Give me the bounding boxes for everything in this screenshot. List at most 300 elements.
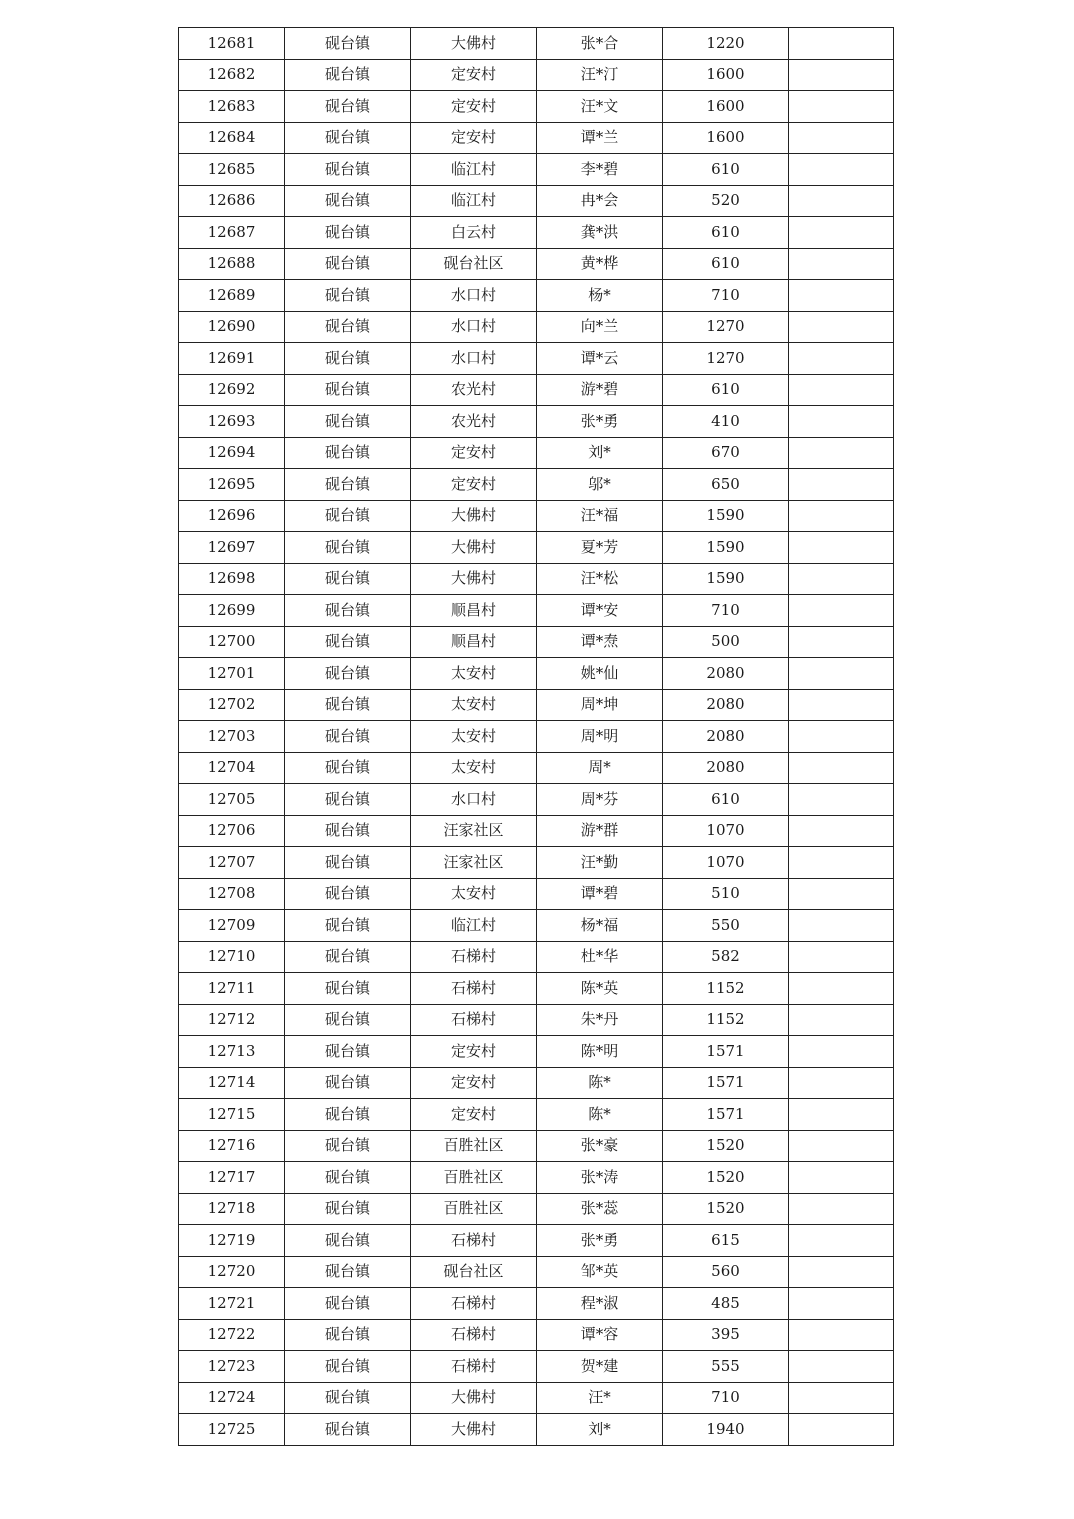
village-cell: 大佛村 (411, 563, 537, 595)
seq-cell: 12699 (179, 595, 285, 627)
table-row (179, 406, 894, 438)
table-row (179, 941, 894, 973)
name-cell: 杨* (537, 280, 663, 312)
name-cell: 程*淑 (537, 1288, 663, 1320)
town-cell: 砚台镇 (285, 437, 411, 469)
name-cell: 张*合 (537, 28, 663, 60)
name-cell: 周*明 (537, 721, 663, 753)
amount-cell: 710 (663, 280, 789, 312)
village-cell: 定安村 (411, 59, 537, 91)
village-cell: 石梯村 (411, 941, 537, 973)
town-cell: 砚台镇 (285, 689, 411, 721)
name-cell: 谭*焘 (537, 626, 663, 658)
seq-cell: 12697 (179, 532, 285, 564)
name-cell: 汪*文 (537, 91, 663, 123)
village-cell: 定安村 (411, 437, 537, 469)
table-row (179, 910, 894, 942)
note-cell (789, 1288, 894, 1320)
note-cell (789, 563, 894, 595)
amount-cell: 610 (663, 154, 789, 186)
town-cell: 砚台镇 (285, 1036, 411, 1068)
name-cell: 杜*华 (537, 941, 663, 973)
village-cell: 顺昌村 (411, 626, 537, 658)
name-cell: 谭*碧 (537, 878, 663, 910)
table-row (179, 1225, 894, 1257)
seq-cell: 12692 (179, 374, 285, 406)
name-cell: 陈* (537, 1067, 663, 1099)
note-cell (789, 1067, 894, 1099)
table-row (179, 1130, 894, 1162)
name-cell: 汪*勤 (537, 847, 663, 879)
table-row (179, 59, 894, 91)
seq-cell: 12724 (179, 1382, 285, 1414)
amount-cell: 650 (663, 469, 789, 501)
amount-cell: 550 (663, 910, 789, 942)
seq-cell: 12688 (179, 248, 285, 280)
seq-cell: 12718 (179, 1193, 285, 1225)
note-cell (789, 280, 894, 312)
name-cell: 谭*云 (537, 343, 663, 375)
amount-cell: 410 (663, 406, 789, 438)
village-cell: 农光村 (411, 406, 537, 438)
seq-cell: 12690 (179, 311, 285, 343)
name-cell: 李*碧 (537, 154, 663, 186)
village-cell: 临江村 (411, 154, 537, 186)
name-cell: 汪*汀 (537, 59, 663, 91)
village-cell: 水口村 (411, 343, 537, 375)
table-row (179, 1067, 894, 1099)
seq-cell: 12702 (179, 689, 285, 721)
table-row (179, 91, 894, 123)
table-row (179, 311, 894, 343)
name-cell: 贺*建 (537, 1351, 663, 1383)
amount-cell: 1590 (663, 563, 789, 595)
town-cell: 砚台镇 (285, 91, 411, 123)
town-cell: 砚台镇 (285, 280, 411, 312)
amount-cell: 500 (663, 626, 789, 658)
note-cell (789, 1004, 894, 1036)
amount-cell: 1600 (663, 122, 789, 154)
village-cell: 定安村 (411, 1099, 537, 1131)
amount-cell: 560 (663, 1256, 789, 1288)
town-cell: 砚台镇 (285, 122, 411, 154)
amount-cell: 2080 (663, 658, 789, 690)
table-row (179, 343, 894, 375)
name-cell: 刘* (537, 1414, 663, 1446)
town-cell: 砚台镇 (285, 1225, 411, 1257)
town-cell: 砚台镇 (285, 59, 411, 91)
note-cell (789, 217, 894, 249)
village-cell: 百胜社区 (411, 1162, 537, 1194)
name-cell: 谭*安 (537, 595, 663, 627)
note-cell (789, 689, 894, 721)
amount-cell: 1070 (663, 847, 789, 879)
seq-cell: 12687 (179, 217, 285, 249)
town-cell: 砚台镇 (285, 941, 411, 973)
seq-cell: 12708 (179, 878, 285, 910)
town-cell: 砚台镇 (285, 815, 411, 847)
amount-cell: 710 (663, 1382, 789, 1414)
town-cell: 砚台镇 (285, 154, 411, 186)
amount-cell: 1270 (663, 311, 789, 343)
village-cell: 汪家社区 (411, 847, 537, 879)
amount-cell: 1940 (663, 1414, 789, 1446)
name-cell: 龚*洪 (537, 217, 663, 249)
amount-cell: 1571 (663, 1067, 789, 1099)
town-cell: 砚台镇 (285, 217, 411, 249)
seq-cell: 12684 (179, 122, 285, 154)
note-cell (789, 437, 894, 469)
name-cell: 夏*芳 (537, 532, 663, 564)
village-cell: 石梯村 (411, 1288, 537, 1320)
amount-cell: 395 (663, 1319, 789, 1351)
table-row (179, 752, 894, 784)
name-cell: 陈*明 (537, 1036, 663, 1068)
seq-cell: 12715 (179, 1099, 285, 1131)
name-cell: 周*坤 (537, 689, 663, 721)
amount-cell: 520 (663, 185, 789, 217)
town-cell: 砚台镇 (285, 878, 411, 910)
note-cell (789, 595, 894, 627)
town-cell: 砚台镇 (285, 1193, 411, 1225)
table-row (179, 563, 894, 595)
seq-cell: 12712 (179, 1004, 285, 1036)
amount-cell: 610 (663, 217, 789, 249)
note-cell (789, 343, 894, 375)
seq-cell: 12695 (179, 469, 285, 501)
note-cell (789, 815, 894, 847)
town-cell: 砚台镇 (285, 1004, 411, 1036)
village-cell: 石梯村 (411, 973, 537, 1005)
village-cell: 白云村 (411, 217, 537, 249)
village-cell: 百胜社区 (411, 1130, 537, 1162)
village-cell: 石梯村 (411, 1225, 537, 1257)
seq-cell: 12703 (179, 721, 285, 753)
note-cell (789, 406, 894, 438)
town-cell: 砚台镇 (285, 185, 411, 217)
table-row (179, 374, 894, 406)
name-cell: 朱*丹 (537, 1004, 663, 1036)
village-cell: 定安村 (411, 91, 537, 123)
note-cell (789, 532, 894, 564)
village-cell: 砚台社区 (411, 1256, 537, 1288)
table-row (179, 784, 894, 816)
town-cell: 砚台镇 (285, 721, 411, 753)
town-cell: 砚台镇 (285, 1067, 411, 1099)
note-cell (789, 469, 894, 501)
name-cell: 游*碧 (537, 374, 663, 406)
town-cell: 砚台镇 (285, 1162, 411, 1194)
amount-cell: 1590 (663, 532, 789, 564)
name-cell: 汪*松 (537, 563, 663, 595)
table-row (179, 28, 894, 60)
note-cell (789, 1414, 894, 1446)
village-cell: 临江村 (411, 910, 537, 942)
seq-cell: 12706 (179, 815, 285, 847)
name-cell: 陈*英 (537, 973, 663, 1005)
town-cell: 砚台镇 (285, 1414, 411, 1446)
amount-cell: 2080 (663, 689, 789, 721)
town-cell: 砚台镇 (285, 1382, 411, 1414)
table-row (179, 1036, 894, 1068)
table-row (179, 1319, 894, 1351)
table-row (179, 595, 894, 627)
table-row (179, 122, 894, 154)
table-row (179, 1382, 894, 1414)
table-row (179, 248, 894, 280)
town-cell: 砚台镇 (285, 500, 411, 532)
table-row (179, 689, 894, 721)
seq-cell: 12685 (179, 154, 285, 186)
seq-cell: 12714 (179, 1067, 285, 1099)
village-cell: 汪家社区 (411, 815, 537, 847)
amount-cell: 1520 (663, 1130, 789, 1162)
table-row (179, 469, 894, 501)
seq-cell: 12681 (179, 28, 285, 60)
village-cell: 大佛村 (411, 1414, 537, 1446)
village-cell: 大佛村 (411, 532, 537, 564)
village-cell: 定安村 (411, 1067, 537, 1099)
village-cell: 砚台社区 (411, 248, 537, 280)
table-row (179, 626, 894, 658)
village-cell: 太安村 (411, 878, 537, 910)
village-cell: 石梯村 (411, 1319, 537, 1351)
town-cell: 砚台镇 (285, 406, 411, 438)
note-cell (789, 154, 894, 186)
table-row (179, 1414, 894, 1446)
town-cell: 砚台镇 (285, 847, 411, 879)
name-cell: 邬* (537, 469, 663, 501)
note-cell (789, 185, 894, 217)
name-cell: 冉*会 (537, 185, 663, 217)
note-cell (789, 122, 894, 154)
note-cell (789, 847, 894, 879)
name-cell: 陈* (537, 1099, 663, 1131)
note-cell (789, 941, 894, 973)
seq-cell: 12700 (179, 626, 285, 658)
note-cell (789, 500, 894, 532)
town-cell: 砚台镇 (285, 532, 411, 564)
name-cell: 周*芬 (537, 784, 663, 816)
amount-cell: 1220 (663, 28, 789, 60)
seq-cell: 12694 (179, 437, 285, 469)
note-cell (789, 1193, 894, 1225)
village-cell: 石梯村 (411, 1004, 537, 1036)
note-cell (789, 1130, 894, 1162)
amount-cell: 1520 (663, 1193, 789, 1225)
note-cell (789, 973, 894, 1005)
town-cell: 砚台镇 (285, 752, 411, 784)
village-cell: 太安村 (411, 752, 537, 784)
amount-cell: 1571 (663, 1036, 789, 1068)
seq-cell: 12691 (179, 343, 285, 375)
amount-cell: 510 (663, 878, 789, 910)
note-cell (789, 878, 894, 910)
amount-cell: 1600 (663, 91, 789, 123)
name-cell: 汪* (537, 1382, 663, 1414)
name-cell: 张*蕊 (537, 1193, 663, 1225)
name-cell: 杨*福 (537, 910, 663, 942)
town-cell: 砚台镇 (285, 1256, 411, 1288)
seq-cell: 12721 (179, 1288, 285, 1320)
town-cell: 砚台镇 (285, 1099, 411, 1131)
amount-cell: 1152 (663, 1004, 789, 1036)
note-cell (789, 1382, 894, 1414)
seq-cell: 12720 (179, 1256, 285, 1288)
data-table (178, 27, 894, 1446)
note-cell (789, 752, 894, 784)
village-cell: 大佛村 (411, 28, 537, 60)
town-cell: 砚台镇 (285, 1288, 411, 1320)
seq-cell: 12711 (179, 973, 285, 1005)
village-cell: 定安村 (411, 122, 537, 154)
seq-cell: 12717 (179, 1162, 285, 1194)
village-cell: 水口村 (411, 311, 537, 343)
note-cell (789, 784, 894, 816)
village-cell: 临江村 (411, 185, 537, 217)
seq-cell: 12682 (179, 59, 285, 91)
town-cell: 砚台镇 (285, 374, 411, 406)
town-cell: 砚台镇 (285, 910, 411, 942)
amount-cell: 1600 (663, 59, 789, 91)
note-cell (789, 1036, 894, 1068)
note-cell (789, 28, 894, 60)
town-cell: 砚台镇 (285, 248, 411, 280)
name-cell: 汪*福 (537, 500, 663, 532)
amount-cell: 555 (663, 1351, 789, 1383)
town-cell: 砚台镇 (285, 1351, 411, 1383)
table-row (179, 217, 894, 249)
table-row (179, 878, 894, 910)
amount-cell: 1070 (663, 815, 789, 847)
table-row (179, 1193, 894, 1225)
town-cell: 砚台镇 (285, 1130, 411, 1162)
amount-cell: 1152 (663, 973, 789, 1005)
seq-cell: 12696 (179, 500, 285, 532)
name-cell: 周* (537, 752, 663, 784)
seq-cell: 12725 (179, 1414, 285, 1446)
village-cell: 水口村 (411, 784, 537, 816)
village-cell: 百胜社区 (411, 1193, 537, 1225)
amount-cell: 615 (663, 1225, 789, 1257)
table-row (179, 658, 894, 690)
amount-cell: 710 (663, 595, 789, 627)
village-cell: 太安村 (411, 721, 537, 753)
note-cell (789, 910, 894, 942)
town-cell: 砚台镇 (285, 1319, 411, 1351)
name-cell: 张*豪 (537, 1130, 663, 1162)
village-cell: 石梯村 (411, 1351, 537, 1383)
village-cell: 大佛村 (411, 1382, 537, 1414)
name-cell: 向*兰 (537, 311, 663, 343)
seq-cell: 12707 (179, 847, 285, 879)
town-cell: 砚台镇 (285, 973, 411, 1005)
note-cell (789, 1162, 894, 1194)
table-row (179, 1256, 894, 1288)
note-cell (789, 311, 894, 343)
table-row (179, 1004, 894, 1036)
seq-cell: 12705 (179, 784, 285, 816)
amount-cell: 610 (663, 374, 789, 406)
town-cell: 砚台镇 (285, 469, 411, 501)
amount-cell: 670 (663, 437, 789, 469)
document-page (178, 27, 894, 1446)
table-row (179, 500, 894, 532)
table-row (179, 1099, 894, 1131)
name-cell: 谭*容 (537, 1319, 663, 1351)
amount-cell: 582 (663, 941, 789, 973)
village-cell: 太安村 (411, 689, 537, 721)
amount-cell: 1270 (663, 343, 789, 375)
amount-cell: 1520 (663, 1162, 789, 1194)
village-cell: 农光村 (411, 374, 537, 406)
name-cell: 黄*桦 (537, 248, 663, 280)
village-cell: 顺昌村 (411, 595, 537, 627)
seq-cell: 12716 (179, 1130, 285, 1162)
town-cell: 砚台镇 (285, 311, 411, 343)
note-cell (789, 626, 894, 658)
town-cell: 砚台镇 (285, 343, 411, 375)
village-cell: 水口村 (411, 280, 537, 312)
seq-cell: 12689 (179, 280, 285, 312)
table-row (179, 1351, 894, 1383)
note-cell (789, 374, 894, 406)
seq-cell: 12719 (179, 1225, 285, 1257)
village-cell: 定安村 (411, 469, 537, 501)
table-row (179, 185, 894, 217)
note-cell (789, 1099, 894, 1131)
town-cell: 砚台镇 (285, 563, 411, 595)
note-cell (789, 1225, 894, 1257)
amount-cell: 2080 (663, 752, 789, 784)
seq-cell: 12686 (179, 185, 285, 217)
note-cell (789, 658, 894, 690)
table-row (179, 721, 894, 753)
table-row (179, 280, 894, 312)
name-cell: 邹*英 (537, 1256, 663, 1288)
note-cell (789, 1256, 894, 1288)
seq-cell: 12683 (179, 91, 285, 123)
note-cell (789, 1319, 894, 1351)
amount-cell: 610 (663, 248, 789, 280)
name-cell: 姚*仙 (537, 658, 663, 690)
note-cell (789, 1351, 894, 1383)
seq-cell: 12701 (179, 658, 285, 690)
table-row (179, 532, 894, 564)
seq-cell: 12723 (179, 1351, 285, 1383)
note-cell (789, 91, 894, 123)
name-cell: 刘* (537, 437, 663, 469)
name-cell: 张*勇 (537, 406, 663, 438)
amount-cell: 610 (663, 784, 789, 816)
seq-cell: 12709 (179, 910, 285, 942)
name-cell: 游*群 (537, 815, 663, 847)
note-cell (789, 248, 894, 280)
village-cell: 大佛村 (411, 500, 537, 532)
note-cell (789, 59, 894, 91)
seq-cell: 12704 (179, 752, 285, 784)
table-row (179, 973, 894, 1005)
name-cell: 张*涛 (537, 1162, 663, 1194)
seq-cell: 12722 (179, 1319, 285, 1351)
seq-cell: 12713 (179, 1036, 285, 1068)
town-cell: 砚台镇 (285, 658, 411, 690)
town-cell: 砚台镇 (285, 28, 411, 60)
table-row (179, 1162, 894, 1194)
village-cell: 定安村 (411, 1036, 537, 1068)
village-cell: 太安村 (411, 658, 537, 690)
name-cell: 谭*兰 (537, 122, 663, 154)
